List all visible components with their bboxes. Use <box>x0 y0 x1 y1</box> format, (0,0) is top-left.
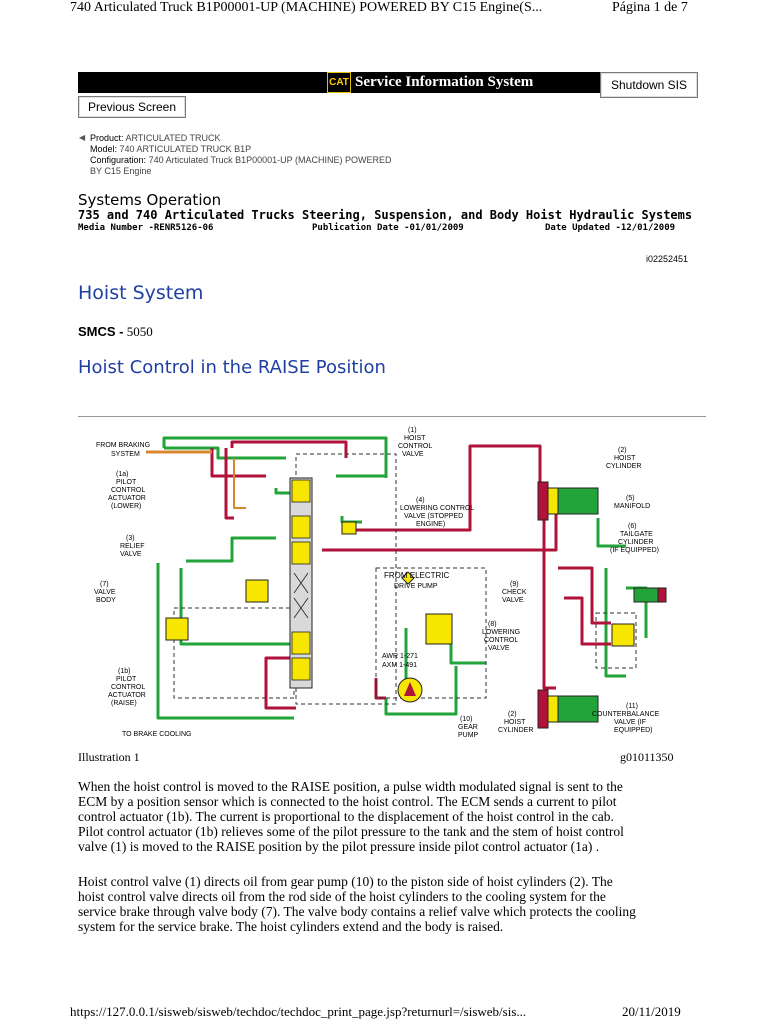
diagram-label: (2) <box>508 711 517 718</box>
diagram-label: (4) <box>416 497 425 504</box>
diagram-label: (10) <box>460 716 473 723</box>
text-line: ECM by a position sensor which is connected to the hoist control. The ECM sends a current to pilot <box>78 794 617 809</box>
relief-valve-3 <box>246 580 268 602</box>
diagram-label: VALVE <box>488 645 510 652</box>
diagram-label: LOWERING CONTROL <box>400 505 475 512</box>
hoist-control-valve <box>290 478 312 688</box>
diagram-label: FROM BRAKING <box>96 442 151 449</box>
diagram-label: CYLINDER <box>606 463 642 470</box>
media-number: Media Number -RENR5126-06 <box>78 223 214 233</box>
diagram-label: (RAISE) <box>111 700 137 707</box>
meta-model <box>90 144 251 155</box>
diagram-label: VALVE <box>402 451 424 458</box>
section-title: Systems Operation <box>78 191 222 209</box>
green-line-relief <box>186 538 276 561</box>
sis-title: Service Information System <box>355 74 534 90</box>
diagram-label: CHECK <box>502 589 527 596</box>
shutdown-sis-button[interactable]: Shutdown SIS <box>600 72 698 98</box>
diagram-label: (1a) <box>116 471 129 478</box>
lowering-control-valve-8 <box>426 614 452 644</box>
diagram-label: CYLINDER <box>618 539 654 546</box>
diagram-label: RELIEF <box>120 543 145 550</box>
text-line: system for the service brake. The hoist cylinders extend and the body is raised. <box>78 919 504 934</box>
diagram-label: (3) <box>126 535 135 542</box>
text-line: valve (1) is moved to the RAISE position by the pilot pressure inside pilot control actuator (1a) . <box>78 839 600 854</box>
print-header-title: 740 Articulated Truck B1P00001-UP (MACHINE) POWERED BY C15 Engine(S... <box>70 0 543 15</box>
red-line-pilot <box>212 448 266 476</box>
tailgate-cylinder-6 <box>634 588 658 602</box>
meta-product-value: ARTICULATED TRUCK <box>125 133 221 143</box>
footer-url: https://127.0.0.1/sisweb/sisweb/techdoc/techdoc_print_page.jsp?returnurl=/sisweb/sis... <box>70 1004 527 1019</box>
paragraph-2 <box>78 874 690 934</box>
diagram-label: HOIST <box>504 719 526 726</box>
print-header-page: Página 1 de 7 <box>612 0 688 15</box>
diagram-label: VALVE (STOPPED <box>404 513 464 520</box>
footer-date: 20/11/2019 <box>622 1004 681 1019</box>
illustration-id: g01011350 <box>620 750 674 764</box>
text-line: service brake through valve body (7). The valve body contains a relief valve which protects the cooling <box>78 904 636 919</box>
diagram-label: PILOT <box>116 676 137 683</box>
green-line-valve-body <box>181 568 296 644</box>
diagram-label: (11) <box>626 703 638 710</box>
diagram-label: EQUIPPED) <box>614 727 653 734</box>
diagram-label: VALVE <box>502 597 524 604</box>
diagram-label: (IF EQUIPPED) <box>610 547 660 554</box>
smcs-key: SMCS - <box>78 324 124 339</box>
diagram-label: (7) <box>100 581 109 588</box>
back-arrow-icon[interactable]: ◀ <box>79 133 86 142</box>
text-line: control actuator (1b). The current is proportional to the displacement of the hoist control in the cab. <box>78 809 614 824</box>
meta-configuration-cont <box>90 166 151 177</box>
diagram-label: (2) <box>618 447 627 454</box>
diagram-label: (6) <box>628 523 637 530</box>
publication-date: Publication Date -01/01/2009 <box>312 223 464 233</box>
hoist-cylinder-top <box>538 482 598 520</box>
diagram-label: VALVE <box>120 551 142 558</box>
diagram-label: PILOT <box>116 479 137 486</box>
diagram-label: HOIST <box>614 455 636 462</box>
diagram-label: (9) <box>510 581 519 588</box>
meta-config-value: 740 Articulated Truck B1P00001-UP (MACHINE) POWERED <box>148 155 392 165</box>
diagram-label: AWR 1-271 <box>382 653 418 660</box>
previous-screen-button[interactable]: Previous Screen <box>78 96 186 118</box>
diagram-label: CONTROL <box>398 443 433 450</box>
diagram-label: AXM 1-491 <box>382 662 418 669</box>
diagram-label: TAILGATE <box>620 531 653 538</box>
diagram-label: ACTUATOR <box>108 692 146 699</box>
diagram-label: PUMP <box>458 732 479 738</box>
diagram-label: FROM ELECTRIC <box>384 571 450 580</box>
date-updated: Date Updated -12/01/2009 <box>545 223 676 233</box>
diagram-label: COUNTERBALANCE <box>592 711 660 718</box>
meta-config-key: Configuration: <box>90 155 147 165</box>
meta-product-key: Product: <box>90 133 124 143</box>
diagram-label: ACTUATOR <box>108 495 146 502</box>
meta-configuration <box>90 155 391 166</box>
diagram-label: (1b) <box>118 668 131 675</box>
text-line: hoist control valve directs oil from the rod side of the hoist cylinders to the cooling system for the <box>78 889 606 904</box>
diagram-label: CONTROL <box>111 487 146 494</box>
lowering-control-valve-4 <box>342 522 356 534</box>
heading-hoist-control-raise: Hoist Control in the RAISE Position <box>78 357 386 378</box>
meta-config-value-2: BY C15 Engine <box>90 166 152 176</box>
text-line: Pilot control actuator (1b) relieves some of the pilot pressure to the tank and the stem of hoist control <box>78 824 624 839</box>
diagram-label: TO BRAKE COOLING <box>122 731 192 738</box>
smcs-value: 5050 <box>126 324 153 339</box>
diagram-label: (8) <box>488 621 497 628</box>
smcs-line <box>78 324 153 340</box>
diagram-label: VALVE (IF <box>614 719 647 726</box>
divider <box>78 416 706 417</box>
diagram-label: VALVE <box>94 589 116 596</box>
diagram-label: MANIFOLD <box>614 503 651 510</box>
cat-logo: CAT <box>327 72 351 93</box>
diagram-label: BODY <box>96 597 116 604</box>
hoist-cylinder-bottom <box>538 690 598 728</box>
diagram-label: CONTROL <box>484 637 519 644</box>
heading-hoist-system: Hoist System <box>78 282 204 304</box>
diagram-label: LOWERING <box>482 629 521 636</box>
diagram-label: CONTROL <box>111 684 146 691</box>
valve-body-7 <box>166 618 188 640</box>
doc-subtitle: 735 and 740 Articulated Trucks Steering, Suspension, and Body Hoist Hydraulic Systems <box>78 208 693 222</box>
diagram-label: GEAR <box>458 724 478 731</box>
doc-reference-id: i02252451 <box>645 254 688 264</box>
meta-model-value: 740 ARTICULATED TRUCK B1P <box>119 144 252 154</box>
meta-product <box>90 133 221 144</box>
text-line: Hoist control valve (1) directs oil from gear pump (10) to the piston side of hoist cylinders (2). The <box>78 874 613 889</box>
paragraph-1 <box>78 779 690 854</box>
diagram-label: HOIST <box>404 435 426 442</box>
diagram-label: ENGINE) <box>416 521 446 528</box>
hydraulic-schematic <box>86 418 706 738</box>
text-line: When the hoist control is moved to the RAISE position, a pulse width modulated signal is sent to the <box>78 779 623 794</box>
diagram-label: CYLINDER <box>498 727 534 734</box>
counterbalance-valve-11 <box>612 624 634 646</box>
meta-model-key: Model: <box>90 144 118 154</box>
diagram-label: (1) <box>408 427 417 434</box>
valve-body-enclosure <box>174 608 294 698</box>
diagram-label: (5) <box>626 495 635 502</box>
illustration-label: Illustration 1 <box>78 750 140 764</box>
diagram-label: (LOWER) <box>111 503 142 510</box>
diagram-label: SYSTEM <box>111 451 140 458</box>
diagram-label: DRIVE PUMP <box>394 583 438 590</box>
